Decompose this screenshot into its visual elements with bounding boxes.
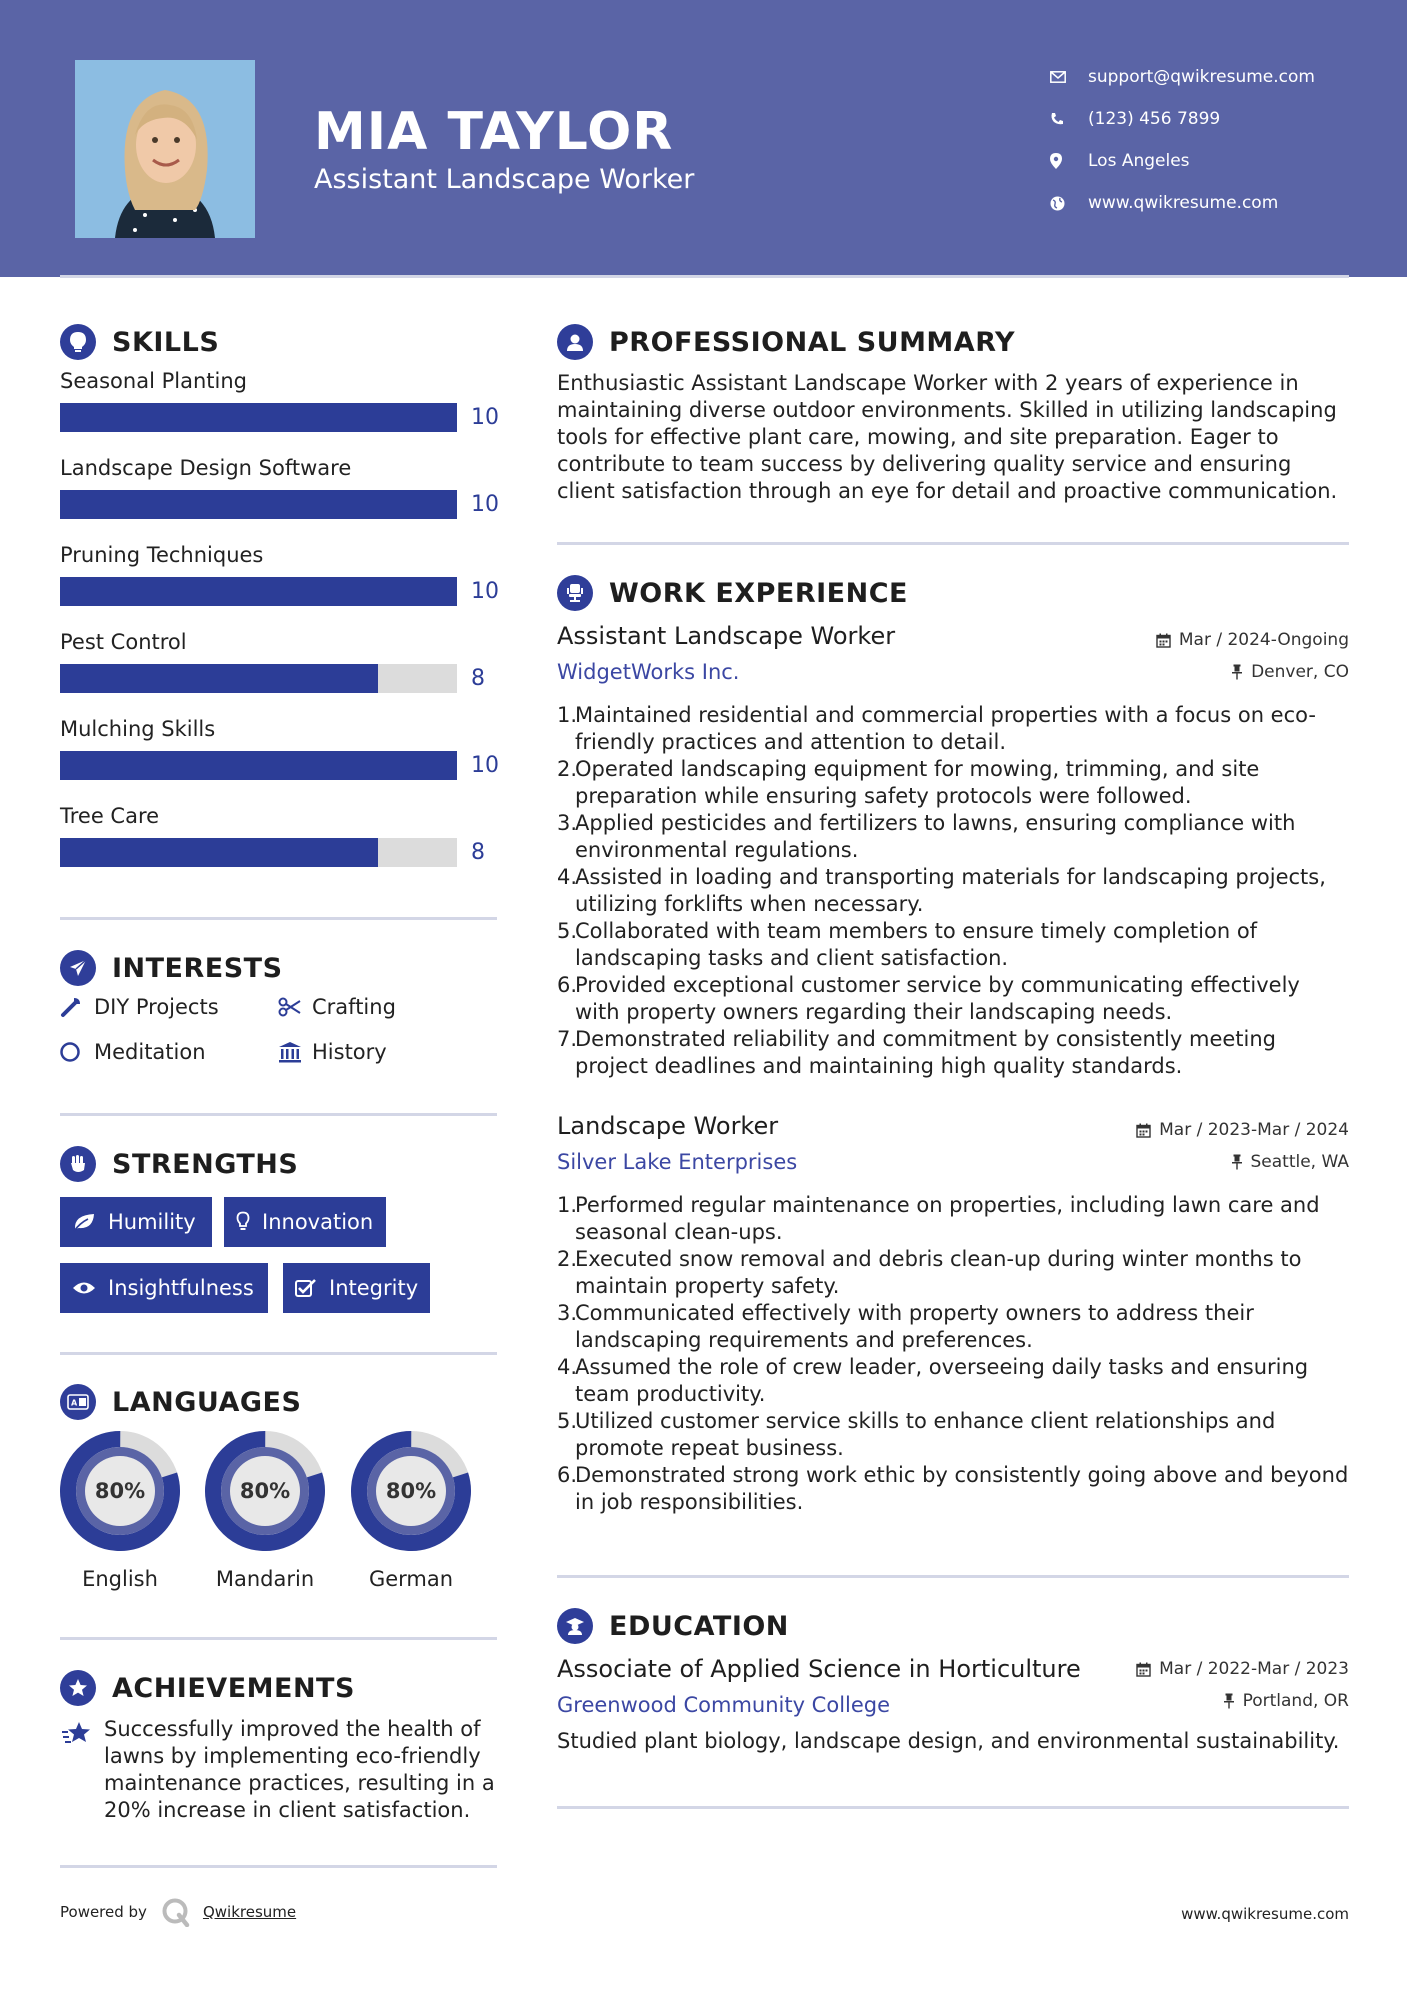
skill-name: Tree Care: [60, 804, 160, 828]
responsibility-text: Executed snow removal and debris clean-up during winter months to maintain property safety.: [575, 1247, 1302, 1298]
skill-track: [60, 577, 457, 606]
list-number: 4.: [557, 865, 578, 889]
degree-title: Associate of Applied Science in Horticulture: [557, 1655, 1081, 1683]
summary-heading: PROFESSIONAL SUMMARY: [557, 324, 1015, 360]
skill-bar-row: [60, 751, 500, 780]
job-dates: Mar / 2023-Mar / 2024: [1136, 1120, 1349, 1140]
experience-heading: WORK EXPERIENCE: [557, 575, 908, 611]
language-item: [205, 1431, 325, 1591]
responsibility-text: Assisted in loading and transporting materials for landscaping projects, utilizing forklifts when necessary.: [575, 865, 1326, 916]
skill-level: 8: [471, 840, 485, 865]
list-number: 6.: [557, 973, 578, 997]
education-entry: [557, 1655, 1349, 1715]
skill-bar-row: [60, 664, 500, 693]
job-entry: [557, 622, 1349, 682]
summary-divider: [557, 542, 1349, 545]
pushpin-icon: [1223, 1693, 1235, 1709]
skill-bar-row: [60, 838, 500, 867]
job-dates: Mar / 2024-Ongoing: [1156, 630, 1349, 650]
responsibility-text: Provided exceptional customer service by communicating effectively with property owners regarding their landscaping needs.: [575, 973, 1300, 1024]
responsibility-item: [557, 972, 1349, 1026]
eye-icon: [72, 1280, 96, 1296]
responsibility-text: Utilized customer service skills to enhance client relationships and promote repeat business.: [575, 1409, 1276, 1460]
header-divider: [60, 275, 1349, 278]
circle-icon: [60, 1041, 94, 1063]
lightbulb-icon: [60, 324, 96, 360]
responsibility-item: [557, 864, 1349, 918]
footer-website[interactable]: www.qwikresume.com: [1181, 1905, 1349, 1923]
strengths-divider: [60, 1352, 497, 1355]
contact-location: [1050, 140, 1315, 182]
skill-track: [60, 838, 457, 867]
skill-level: 10: [471, 579, 499, 604]
responsibility-item: [557, 810, 1349, 864]
language-item: [60, 1431, 180, 1591]
skill-level: 10: [471, 492, 499, 517]
job-company[interactable]: WidgetWorks Inc.: [557, 660, 740, 684]
job-title: Assistant Landscape Worker: [557, 622, 896, 650]
skill-item: [60, 804, 500, 867]
language-percent: 80%: [94, 1479, 146, 1503]
skills-heading: SKILLS: [60, 324, 219, 360]
skill-item: [60, 543, 500, 606]
achievement-item: [60, 1716, 500, 1824]
fist-icon: [60, 1146, 96, 1182]
footer-powered-by: Powered by Qwikresume: [60, 1897, 296, 1927]
skill-item: [60, 630, 500, 693]
list-number: 4.: [557, 1355, 578, 1379]
pushpin-icon: [1231, 664, 1243, 680]
responsibility-text: Maintained residential and commercial properties with a focus on eco-friendly practices and attention to detail.: [575, 703, 1316, 754]
skill-bar-row: [60, 490, 500, 519]
interest-item: Crafting: [278, 995, 396, 1019]
list-number: 1.: [557, 1193, 578, 1217]
school-name[interactable]: Greenwood Community College: [557, 1693, 891, 1717]
skills-divider: [60, 917, 497, 920]
lightbulb-icon: [236, 1211, 250, 1233]
responsibility-item: [557, 1408, 1349, 1462]
resume-header: [0, 0, 1407, 277]
responsibility-text: Applied pesticides and fertilizers to lawns, ensuring compliance with environmental regulations.: [575, 811, 1296, 862]
skill-level: 8: [471, 666, 485, 691]
interests-heading: INTERESTS: [60, 950, 283, 986]
svg-text:A: A: [71, 1398, 78, 1408]
contact-email[interactable]: [1050, 56, 1315, 98]
languages-heading: A LANGUAGES: [60, 1384, 301, 1420]
contact-website[interactable]: [1050, 182, 1315, 224]
responsibility-text: Performed regular maintenance on properties, including lawn care and seasonal clean-ups.: [575, 1193, 1320, 1244]
language-percent: 80%: [385, 1479, 437, 1503]
graduate-icon: [557, 1608, 593, 1644]
responsibility-item: [557, 1300, 1349, 1354]
strength-tag: Insightfulness: [60, 1263, 268, 1313]
skill-bar-row: [60, 577, 500, 606]
strength-tag: Humility: [60, 1197, 212, 1247]
calendar-icon: [1136, 1123, 1151, 1138]
skill-fill: [60, 403, 457, 432]
interest-item: Meditation: [60, 1040, 206, 1064]
museum-icon: [278, 1041, 312, 1063]
phone-icon: [1050, 112, 1088, 126]
language-donut: [205, 1431, 325, 1551]
responsibility-item: [557, 1026, 1349, 1080]
language-name: English: [82, 1567, 158, 1591]
interest-item: History: [278, 1040, 387, 1064]
education-heading: EDUCATION: [557, 1608, 789, 1644]
contact-email-text: support@qwikresume.com: [1088, 67, 1315, 87]
responsibility-item: [557, 918, 1349, 972]
checkbox-icon: [295, 1278, 317, 1298]
skill-item: [60, 369, 500, 432]
job-responsibilities: [557, 702, 1349, 1080]
contact-location-text: Los Angeles: [1088, 151, 1190, 171]
achievements-divider: [60, 1865, 497, 1868]
scissors-icon: [278, 997, 312, 1017]
envelope-icon: [1050, 71, 1088, 83]
skill-level: 10: [471, 753, 499, 778]
responsibility-item: [557, 1192, 1349, 1246]
skill-fill: [60, 664, 378, 693]
skill-fill: [60, 577, 457, 606]
language-item: [351, 1431, 471, 1591]
office-chair-icon: [557, 575, 593, 611]
candidate-name: MIA TAYLOR: [314, 102, 674, 162]
responsibility-item: [557, 1246, 1349, 1300]
leaf-icon: [72, 1212, 96, 1232]
language-name: Mandarin: [215, 1567, 315, 1591]
responsibility-text: Communicated effectively with property owners to address their landscaping requirements and preferences.: [575, 1301, 1254, 1352]
language-donut: [60, 1431, 180, 1551]
responsibility-item: [557, 756, 1349, 810]
interests-divider: [60, 1113, 497, 1116]
contact-website-text: www.qwikresume.com: [1088, 193, 1279, 213]
contact-list: [1050, 56, 1315, 224]
pushpin-icon: [1231, 1154, 1243, 1170]
responsibility-text: Operated landscaping equipment for mowing, trimming, and site preparation while ensuring safety protocols were followed.: [575, 757, 1260, 808]
responsibility-text: Assumed the role of crew leader, overseeing daily tasks and ensuring team productivity.: [575, 1355, 1309, 1406]
skill-name: Pest Control: [60, 630, 187, 654]
skill-track: [60, 751, 457, 780]
calendar-icon: [1156, 633, 1171, 648]
experience-divider: [557, 1575, 1349, 1578]
achievement-text: Successfully improved the health of lawns by implementing eco-friendly maintenance practices, resulting in a 20% increase in client satisfaction.: [104, 1717, 495, 1822]
job-title: Landscape Worker: [557, 1112, 779, 1140]
skill-name: Pruning Techniques: [60, 543, 264, 567]
contact-phone-text: (123) 456 7899: [1088, 109, 1221, 129]
star-badge-icon: [60, 1670, 96, 1706]
skill-track: [60, 664, 457, 693]
list-number: 6.: [557, 1463, 578, 1487]
skill-item: [60, 717, 500, 780]
strength-tag: Integrity: [283, 1263, 430, 1313]
responsibility-text: Collaborated with team members to ensure timely completion of landscaping tasks and client satisfaction.: [575, 919, 1258, 970]
education-divider: [557, 1806, 1349, 1809]
skill-level: 10: [471, 405, 499, 430]
paper-plane-icon: [60, 950, 96, 986]
responsibility-item: [557, 702, 1349, 756]
stars-icon: [60, 1716, 104, 1824]
job-company[interactable]: Silver Lake Enterprises: [557, 1150, 798, 1174]
candidate-role: Assistant Landscape Worker: [314, 164, 695, 195]
job-location: Seattle, WA: [1231, 1152, 1350, 1172]
interest-item: DIY Projects: [60, 995, 219, 1019]
skill-fill: [60, 838, 378, 867]
list-number: 3.: [557, 811, 578, 835]
education-description: Studied plant biology, landscape design, and environmental sustainability.: [557, 1729, 1340, 1753]
skill-track: [60, 490, 457, 519]
responsibility-text: Demonstrated reliability and commitment by consistently meeting project deadlines and maintaining high quality standards.: [575, 1027, 1276, 1078]
summary-text: Enthusiastic Assistant Landscape Worker with 2 years of experience in maintaining diverse outdoor environments. Skilled in utilizing landscaping tools for effective plant care, mowing, and site preparation. Eager to contribute to team success by delivering quality service and ensuring client satisfaction through an eye for detail and proactive communication.: [557, 371, 1338, 503]
skill-name: Seasonal Planting: [60, 369, 247, 393]
strengths-heading: STRENGTHS: [60, 1146, 298, 1182]
calendar-icon: [1136, 1662, 1151, 1677]
responsibility-item: [557, 1462, 1349, 1516]
qwikresume-logo-icon: [161, 1897, 191, 1927]
responsibility-item: [557, 1354, 1349, 1408]
list-number: 2.: [557, 1247, 578, 1271]
map-pin-icon: [1050, 153, 1088, 169]
skill-fill: [60, 490, 457, 519]
language-name: German: [368, 1567, 454, 1591]
user-icon: [557, 324, 593, 360]
skill-name: Landscape Design Software: [60, 456, 352, 480]
language-icon: [60, 1384, 96, 1420]
education-location: Portland, OR: [1223, 1691, 1349, 1711]
achievements-heading: ACHIEVEMENTS: [60, 1670, 355, 1706]
list-number: 5.: [557, 919, 578, 943]
list-number: 1.: [557, 703, 578, 727]
list-number: 7.: [557, 1027, 578, 1051]
language-donut: [351, 1431, 471, 1551]
strength-tag: Innovation: [224, 1197, 386, 1247]
skill-fill: [60, 751, 457, 780]
list-number: 2.: [557, 757, 578, 781]
footer-brand-link[interactable]: Qwikresume: [202, 1903, 297, 1921]
language-percent: 80%: [239, 1479, 291, 1503]
skill-track: [60, 403, 457, 432]
globe-icon: [1050, 196, 1088, 211]
contact-phone[interactable]: [1050, 98, 1315, 140]
languages-divider: [60, 1637, 497, 1640]
wrench-icon: [60, 996, 94, 1018]
profile-photo: [75, 60, 255, 238]
job-entry: [557, 1112, 1349, 1172]
job-location: Denver, CO: [1231, 662, 1349, 682]
skill-item: [60, 456, 500, 519]
list-number: 3.: [557, 1301, 578, 1325]
education-dates: Mar / 2022-Mar / 2023: [1136, 1659, 1349, 1679]
responsibility-text: Demonstrated strong work ethic by consistently going above and beyond in job responsibilities.: [575, 1463, 1349, 1514]
skill-name: Mulching Skills: [60, 717, 216, 741]
list-number: 5.: [557, 1409, 578, 1433]
job-responsibilities: [557, 1192, 1349, 1516]
skill-bar-row: [60, 403, 500, 432]
